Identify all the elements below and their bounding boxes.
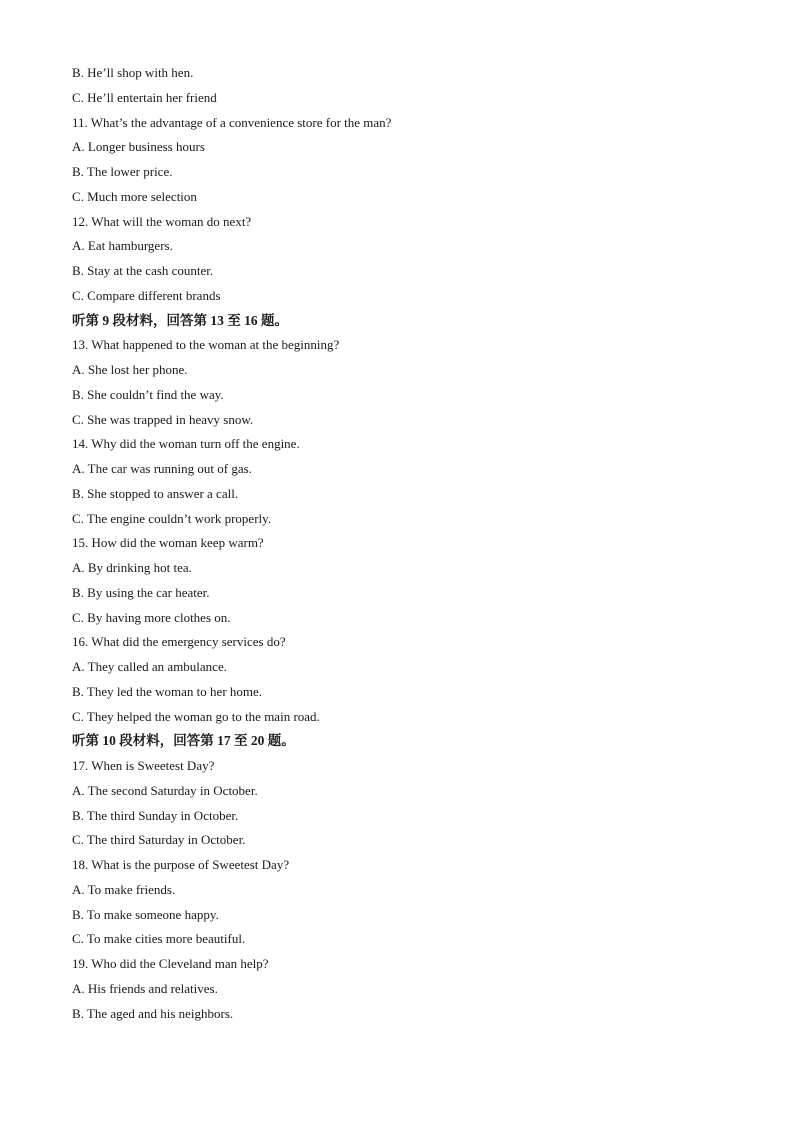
question-text: 12. What will the woman do next? bbox=[72, 213, 252, 229]
answer-option: C. To make cities more beautiful. bbox=[72, 931, 246, 947]
answer-option: A. The second Saturday in October. bbox=[72, 782, 258, 798]
question-text: 19. Who did the Cleveland man help? bbox=[72, 956, 269, 971]
answer-option: B. The aged and his neighbors. bbox=[72, 1005, 234, 1021]
question-text: 17. When is Sweetest Day? bbox=[72, 758, 215, 773]
section-heading: 听第 10 段材料，回答第 17 至 20 题。 bbox=[72, 733, 295, 749]
answer-option: B. The lower price. bbox=[72, 164, 173, 179]
answer-option: C. The engine couldn’t work properly. bbox=[72, 510, 272, 526]
answer-option: A. They called an ambulance. bbox=[72, 659, 227, 674]
answer-option: B. To make someone happy. bbox=[72, 906, 219, 922]
answer-option: A. The car was running out of gas. bbox=[72, 461, 252, 476]
answer-option: A. Longer business hours bbox=[72, 139, 205, 155]
answer-option: B. She couldn’t find the way. bbox=[72, 386, 224, 402]
answer-option: A. By drinking hot tea. bbox=[72, 560, 192, 575]
answer-option: A. To make friends. bbox=[72, 881, 176, 897]
answer-option: C. Much more selection bbox=[72, 188, 197, 204]
question-text: 11. What’s the advantage of a convenience store for the man? bbox=[72, 114, 392, 130]
answer-option: B. The third Sunday in October. bbox=[72, 807, 239, 823]
answer-option: B. By using the car heater. bbox=[72, 584, 210, 600]
answer-option: C. The third Saturday in October. bbox=[72, 832, 246, 848]
question-text: 13. What happened to the woman at the beginning? bbox=[72, 337, 340, 353]
answer-option: B. She stopped to answer a call. bbox=[72, 485, 239, 501]
document-page bbox=[72, 64, 732, 1029]
question-text: 14. Why did the woman turn off the engine. bbox=[72, 436, 300, 452]
answer-option: C. Compare different brands bbox=[72, 287, 221, 303]
answer-option: C. By having more clothes on. bbox=[72, 609, 231, 625]
answer-option: C. He’ll entertain her friend bbox=[72, 89, 217, 105]
answer-option: C. They helped the woman go to the main road. bbox=[72, 708, 320, 724]
section-heading: 听第 9 段材料，回答第 13 至 16 题。 bbox=[72, 312, 288, 328]
answer-option: C. She was trapped in heavy snow. bbox=[72, 411, 254, 427]
answer-option: B. Stay at the cash counter. bbox=[72, 263, 214, 278]
question-text: 18. What is the purpose of Sweetest Day? bbox=[72, 857, 290, 872]
question-text: 16. What did the emergency services do? bbox=[72, 634, 286, 650]
answer-option: A. Eat hamburgers. bbox=[72, 238, 173, 254]
answer-option: A. She lost her phone. bbox=[72, 362, 188, 377]
question-text: 15. How did the woman keep warm? bbox=[72, 535, 264, 551]
answer-option: A. His friends and relatives. bbox=[72, 980, 218, 996]
answer-option: B. They led the woman to her home. bbox=[72, 683, 263, 699]
answer-option: B. He’ll shop with hen. bbox=[72, 65, 194, 80]
